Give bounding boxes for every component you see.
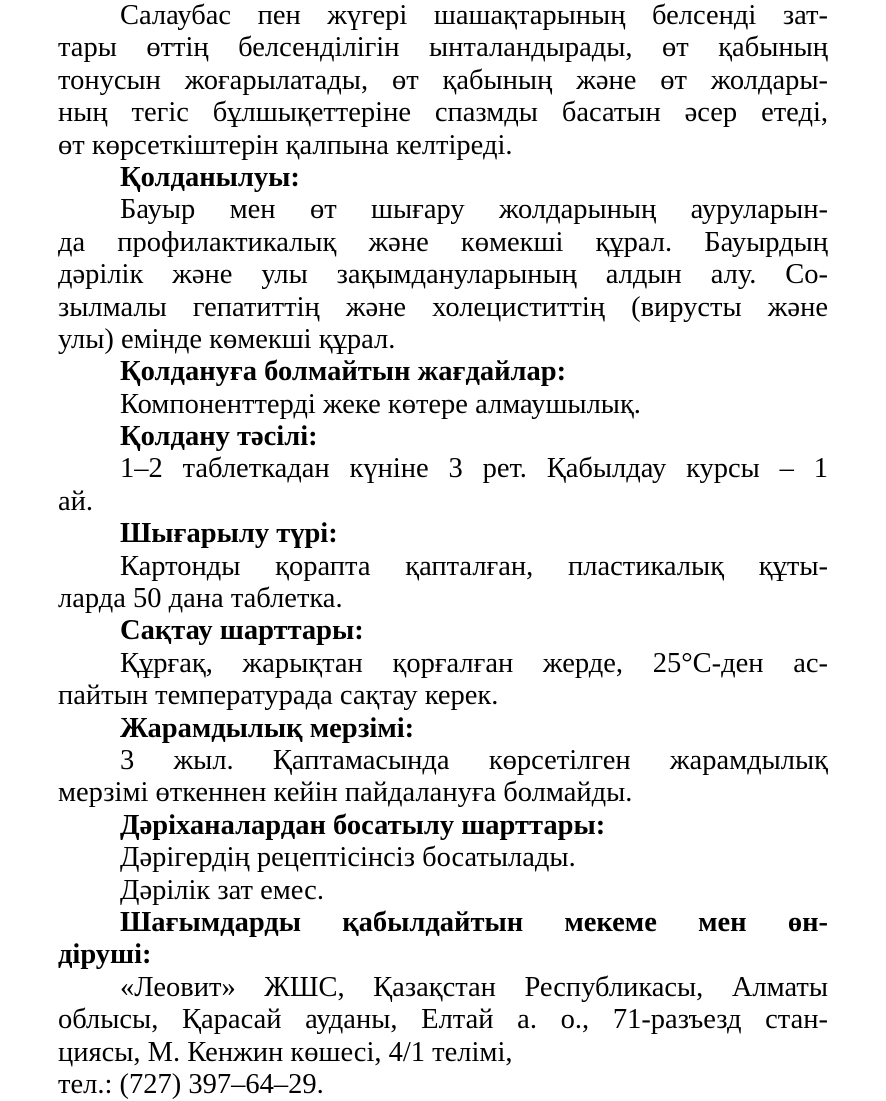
storage-heading: Сақтау шарттары: <box>120 615 364 647</box>
dispensing-line-2: Дәрілік зат емес. <box>120 874 324 906</box>
intro-line-2: тары өттің белсенділігін ынталандырады, өт қабының <box>58 32 828 64</box>
intro-line-5: өт көрсеткіштерін қалпына келтіреді. <box>58 129 513 161</box>
method-line-1: 1–2 таблеткадан күніне 3 рет. Қабылдау курсы – 1 <box>120 453 828 485</box>
manufacturer-line-4: тел.: (727) 397–64–29. <box>58 1068 324 1100</box>
usage-line-1: Бауыр мен өт шығару жолдарының ауруларын- <box>120 194 828 226</box>
shelf-life-line-1: 3 жыл. Қаптамасында көрсетілген жарамдылық <box>120 744 828 776</box>
method-line-2: ай. <box>58 485 94 517</box>
document-page <box>58 0 828 1101</box>
intro-line-4: ның тегіс бұлшықеттеріне спазмды басатын әсер етеді, <box>58 97 828 129</box>
intro-line-3: тонусын жоғарылатады, өт қабының және өт жолдары- <box>58 64 828 96</box>
contraindications-heading: Қолдануға болмайтын жағдайлар: <box>120 356 567 388</box>
shelf-life-heading: Жарамдылық мерзімі: <box>120 712 415 744</box>
dispensing-line-1: Дәрігердің рецептісінсіз босатылады. <box>120 842 576 874</box>
form-line-1: Картонды қорапта қапталған, пластикалық құты- <box>120 550 828 582</box>
form-line-2: ларда 50 дана таблетка. <box>58 583 343 615</box>
manufacturer-line-2: облысы, Қарасай ауданы, Елтай а. о., 71-разъезд стан- <box>58 1004 828 1036</box>
manufacturer-line-1: «Леовит» ЖШС, Қазақстан Республикасы, Алматы <box>120 971 828 1003</box>
contraindications-line-1: Компоненттерді жеке көтере алмаушылық. <box>120 388 641 420</box>
manufacturer-heading-line-2: діруші: <box>58 939 152 971</box>
shelf-life-line-2: мерзімі өткеннен кейін пайдалануға болмайды. <box>58 777 633 809</box>
storage-line-1: Құрғақ, жарықтан қорғалған жерде, 25°С-ден ас- <box>120 647 828 679</box>
usage-line-5: улы) емінде көмекші құрал. <box>58 323 396 355</box>
form-heading: Шығарылу түрі: <box>120 518 338 550</box>
manufacturer-heading-line-1: Шағымдарды қабылдайтын мекеме мен өн- <box>120 906 828 938</box>
dispensing-heading: Дәріханалардан босатылу шарттары: <box>120 809 606 841</box>
usage-line-3: дәрілік және улы зақымдануларының алдын алу. Со- <box>58 259 828 291</box>
usage-line-2: да профилактикалық және көмекші құрал. Бауырдың <box>58 226 828 258</box>
manufacturer-line-3: циясы, М. Кенжин көшесі, 4/1 телімі, <box>58 1036 513 1068</box>
storage-line-2: пайтын температурада сақтау керек. <box>58 680 499 712</box>
intro-line-1: Салаубас пен жүгері шашақтарының белсенді зат- <box>120 0 828 31</box>
method-heading: Қолдану тәсілі: <box>120 421 318 453</box>
usage-heading: Қолданылуы: <box>120 161 300 193</box>
usage-line-4: зылмалы гепатиттің және холециститтің (вирусты және <box>58 291 828 323</box>
